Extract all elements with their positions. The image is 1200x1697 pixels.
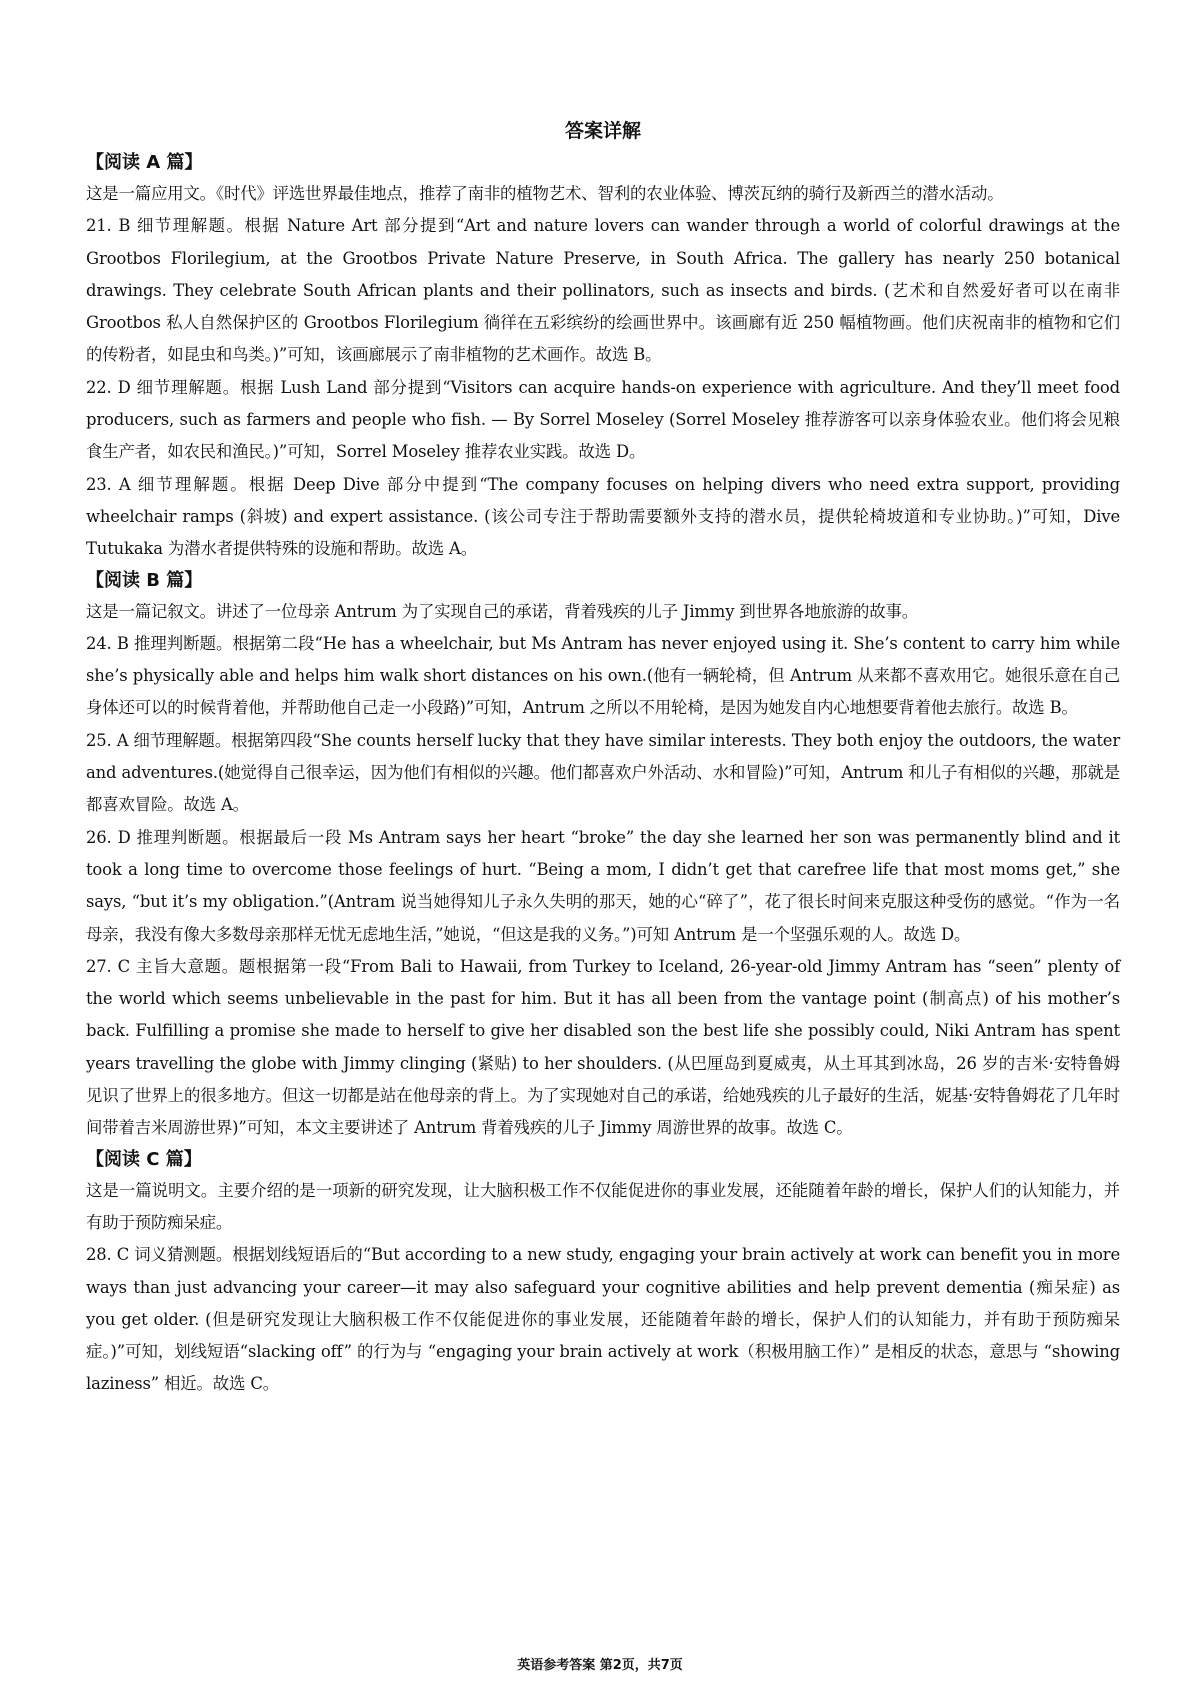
page-title: 答案详解 xyxy=(564,120,641,142)
passage-summary: 这是一篇说明文。主要介绍的是一项新的研究发现，让大脑积极工作不仅能促进你的事业发展，还能随着年龄的增长，保护人们的认知能力，并有助于预防痴呆症。 xyxy=(86,1180,1120,1232)
passage-summary: 这是一篇记叙文。讲述了一位母亲 Antrum 为了实现自己的承诺，背着残疾的儿子 Jimmy 到世界各地旅游的故事。 xyxy=(86,601,919,621)
answer-26: 26. D 推理判断题。根据最后一段 Ms Antram says her heart “broke” the day she learned her son was permanently blind and it took a long time to overcome those feelings of hurt. “Being a mom, I didn’t get that carefree life that most moms get,” she says, “but it’s my obligation.”(Antram 说当她得知儿子永久失明的那天，她的心“碎了”，花了很长时间来克服这种受伤的感觉。“作为一名母亲，我没有像大多数母亲那样无忧无虑地生活，”她说，“但这是我的义务。”)可知 Antrum 是一个坚强乐观的人。故选 D。 xyxy=(86,827,1120,944)
answer-23: 23. A 细节理解题。根据 Deep Dive 部分中提到“The company focuses on helping divers who need extra support, providing wheelchair ramps (斜坡) and expert assistance. (该公司专注于帮助需要额外支持的潜水员，提供轮椅坡道和专业协助。)”可知，Dive Tutukaka 为潜水者提供特殊的设施和帮助。故选 A。 xyxy=(86,474,1120,559)
answer-27: 27. C 主旨大意题。题根据第一段“From Bali to Hawaii, from Turkey to Iceland, 26-year-old Jimmy Antram has “seen” plenty of the world which seems unbelievable in the past for him. But it has all been from the vantage point (制高点) of his mother’s back. Fulfilling a promise she made to herself to give her disabled son the best life she possibly could, Niki Antram has spent years travelling the globe with Jimmy clinging (紧贴) to her shoulders. (从巴厘岛到夏威夷，从土耳其到冰岛，26 岁的吉米·安特鲁姆见识了世界上的很多地方。但这一切都是站在他母亲的背上。为了实现她对自己的承诺，给她残疾的儿子最好的生活，妮基·安特鲁姆花了几年时间带着吉米周游世界)”可知，本文主要讲述了 Antrum 背着残疾的儿子 Jimmy 周游世界的故事。故选 C。 xyxy=(86,956,1120,1138)
answer-28: 28. C 词义猜测题。根据划线短语后的“But according to a new study, engaging your brain actively at work can benefit you in more ways than just advancing your career—it may also safeguard your cognitive abilities and help prevent dementia (痴呆症) as you get older. (但是研究发现让大脑积极工作不仅能促进你的事业发展，还能随着年龄的增长，保护人们的认知能力，并有助于预防痴呆症。)”可知，划线短语“slacking off” 的行为与 “engaging your brain actively at work（积极用脑工作）” 是相反的状态，意思与 “showing laziness” 相近。故选 C。 xyxy=(86,1245,1120,1394)
answer-24: 24. B 推理判断题。根据第二段“He has a wheelchair, but Ms Antram has never enjoyed using it. She’s content to carry him while she’s physically able and helps him walk short distances on his own.(他有一辆轮椅，但 Antrum 从来都不喜欢用它。她很乐意在自己身体还可以的时候背着他，并帮助他自己走一小段路)”可知，Antrum 之所以不用轮椅，是因为她发自内心地想要背着他去旅行。故选 B。 xyxy=(86,633,1120,718)
section-reading-c xyxy=(86,1145,1120,1401)
answer-21: 21. B 细节理解题。根据 Nature Art 部分提到“Art and nature lovers can wander through a world of colorful drawings at the Grootbos Florilegium, at the Grootbos Private Nature Preserve, in South Africa. The gallery has nearly 250 botanical drawings. They celebrate South African plants and their pollinators, such as insects and birds. (艺术和自然爱好者可以在南非 Grootbos 私人自然保护区的 Grootbos Florilegium 徜徉在五彩缤纷的绘画世界中。该画廊有近 250 幅植物画。他们庆祝南非的植物和它们的传粉者，如昆虫和鸟类。)”可知，该画廊展示了南非植物的艺术画作。故选 B。 xyxy=(86,216,1120,365)
section-reading-a xyxy=(86,148,1120,566)
answer-22: 22. D 细节理解题。根据 Lush Land 部分提到“Visitors can acquire hands-on experience with agriculture. And they’ll meet food producers, such as farmers and people who fish. — By Sorrel Moseley (Sorrel Moseley 推荐游客可以亲身体验农业。他们将会见粮食生产者，如农民和渔民。)”可知，Sorrel Moseley 推荐农业实践。故选 D。 xyxy=(86,377,1120,462)
passage-summary: 这是一篇应用文。《时代》评选世界最佳地点，推荐了南非的植物艺术、智利的农业体验、博茨瓦纳的骑行及新西兰的潜水活动。 xyxy=(86,184,1004,203)
section-heading: 【阅读 B 篇】 xyxy=(86,569,203,591)
section-heading: 【阅读 C 篇】 xyxy=(86,1148,202,1170)
answer-25: 25. A 细节理解题。根据第四段“She counts herself lucky that they have similar interests. They both enjoy the outdoors, the water and adventures.(她觉得自己很幸运，因为他们有相似的兴趣。他们都喜欢户外活动、水和冒险)”可知，Antrum 和儿子有相似的兴趣，那就是都喜欢冒险。故选 A。 xyxy=(86,730,1120,815)
page-footer: 英语参考答案 第2页，共7页 xyxy=(517,1658,683,1673)
section-reading-b xyxy=(86,566,1120,1145)
section-heading: 【阅读 A 篇】 xyxy=(86,152,203,173)
